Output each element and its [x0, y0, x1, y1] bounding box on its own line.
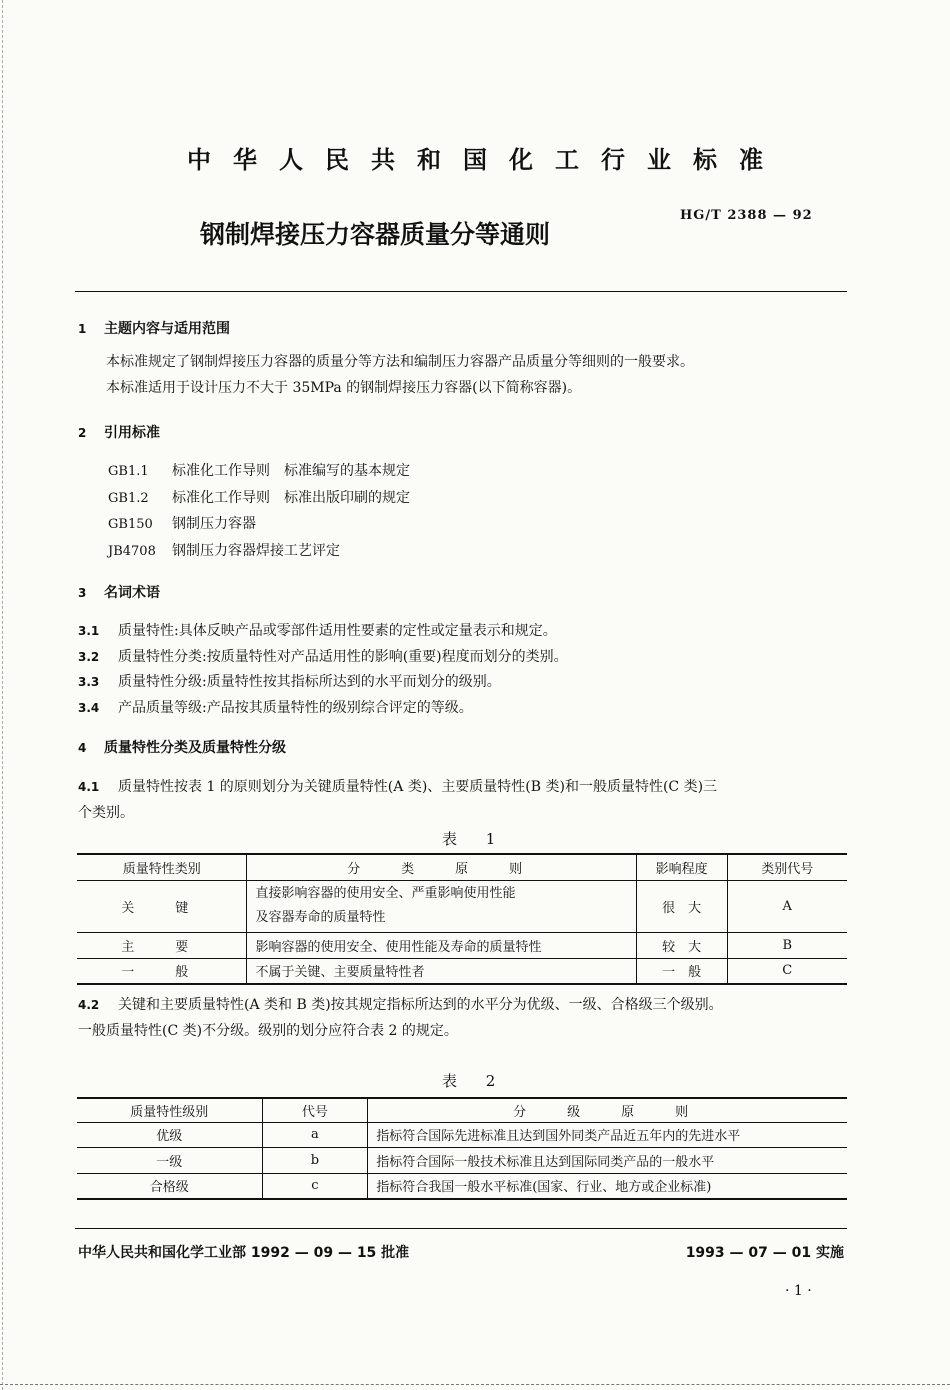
reference-code: JB4708 — [108, 544, 156, 559]
header-divider — [75, 291, 847, 292]
page-bottom-edge — [0, 1384, 950, 1385]
table-row — [77, 1122, 847, 1147]
table-row — [77, 880, 847, 932]
table-cell: 一级 — [77, 1147, 262, 1173]
table-2 — [77, 1097, 847, 1200]
clause-text: 质量特性:具体反映产品或零部件适用性要素的定性或定量表示和规定。 — [118, 623, 557, 639]
document-title: 钢制焊接压力容器质量分等通则 — [200, 220, 551, 249]
reference-code: GB150 — [108, 517, 153, 532]
clause-4-1-continued: 个类别。 — [78, 805, 134, 821]
table-cell: 影响容器的使用安全、使用性能及寿命的质量特性 — [247, 932, 636, 958]
table-header-cell: 影响程度 — [636, 854, 727, 880]
table-cell: 指标符合国际一般技术标准且达到国际同类产品的一般水平 — [368, 1147, 847, 1173]
table-cell: c — [262, 1173, 368, 1199]
section-title: 引用标准 — [104, 425, 160, 441]
reference-code: GB1.1 — [108, 464, 149, 479]
table-row — [77, 1173, 847, 1199]
clause-3-1 — [78, 620, 557, 640]
footer-divider — [75, 1228, 847, 1229]
approval-line: 中华人民共和国化学工业部 1992 — 09 — 15 批准 — [78, 1245, 410, 1261]
section-number: 4 — [78, 741, 87, 755]
table-cell: 一 般 — [636, 958, 727, 984]
section-1-heading — [78, 318, 230, 338]
table-header-cell: 分 级 原 则 — [368, 1098, 847, 1122]
clause-number: 3.2 — [78, 650, 100, 664]
table-cell: 不属于关键、主要质量特性者 — [247, 958, 636, 984]
table-cell: 指标符合我国一般水平标准(国家、行业、地方或企业标准) — [368, 1173, 847, 1199]
clause-number: 3.4 — [78, 701, 100, 715]
table-1-caption: 表 1 — [442, 830, 508, 848]
clause-4-1 — [78, 776, 717, 796]
reference-code: GB1.2 — [108, 491, 149, 506]
table-header-cell: 代号 — [262, 1098, 368, 1122]
table-1 — [77, 853, 847, 985]
paragraph: 本标准规定了钢制焊接压力容器的质量分等方法和编制压力容器产品质量分等细则的一般要求。 — [106, 354, 694, 370]
table-header-cell: 分 类 原 则 — [247, 854, 636, 880]
table-header-row — [77, 854, 847, 880]
table-cell: C — [727, 958, 847, 984]
table-cell: 主 要 — [77, 932, 247, 958]
reference-item — [108, 460, 410, 480]
clause-4-2-continued: 一般质量特性(C 类)不分级。级别的划分应符合表 2 的规定。 — [78, 1023, 458, 1039]
clause-number: 3.3 — [78, 675, 100, 689]
table-cell: 优级 — [77, 1122, 262, 1147]
table-cell: B — [727, 932, 847, 958]
section-title: 名词术语 — [104, 585, 160, 601]
clause-number: 4.2 — [78, 998, 100, 1012]
table-cell: 很 大 — [636, 880, 727, 932]
table-cell: 合格级 — [77, 1173, 262, 1199]
page-edge-marks — [2, 0, 3, 1390]
clause-3-4 — [78, 697, 473, 717]
table-cell: a — [262, 1122, 368, 1147]
section-number: 2 — [78, 426, 87, 440]
clause-number: 4.1 — [78, 780, 100, 794]
table-cell: b — [262, 1147, 368, 1173]
reference-item — [108, 513, 256, 533]
table-header-cell: 类别代号 — [727, 854, 847, 880]
cell-text-line: 及容器寿命的质量特性 — [255, 910, 386, 925]
table-cell — [247, 880, 636, 932]
table-header-row — [77, 1098, 847, 1122]
clause-4-2 — [78, 994, 723, 1014]
table-row — [77, 958, 847, 984]
section-title: 主题内容与适用范围 — [104, 321, 230, 337]
clause-text: 质量特性按表 1 的原则划分为关键质量特性(A 类)、主要质量特性(B 类)和一般质量特性(C 类)三 — [118, 779, 718, 795]
reference-item — [108, 487, 410, 507]
clause-text: 关键和主要质量特性(A 类和 B 类)按其规定指标所达到的水平分为优级、一级、合格级三个级别。 — [118, 997, 723, 1013]
table-cell: A — [727, 880, 847, 932]
section-number: 1 — [78, 322, 87, 336]
effective-date: 1993 — 07 — 01 实施 — [685, 1245, 844, 1261]
paragraph: 本标准适用于设计压力不大于 35MPa 的钢制焊接压力容器(以下简称容器)。 — [106, 380, 582, 396]
table-cell: 指标符合国际先进标准且达到国外同类产品近五年内的先进水平 — [368, 1122, 847, 1147]
table-2-caption: 表 2 — [442, 1072, 508, 1090]
section-title: 质量特性分类及质量特性分级 — [104, 740, 286, 756]
reference-title: 标准化工作导则 标准出版印刷的规定 — [172, 490, 410, 506]
reference-title: 标准化工作导则 标准编写的基本规定 — [172, 463, 410, 479]
table-cell: 一 般 — [77, 958, 247, 984]
table-row — [77, 1147, 847, 1173]
section-3-heading — [78, 582, 160, 602]
table-cell: 关 键 — [77, 880, 247, 932]
cell-text-line: 直接影响容器的使用安全、严重影响使用性能 — [255, 886, 516, 901]
reference-title: 钢制压力容器焊接工艺评定 — [172, 543, 340, 559]
clause-3-3 — [78, 671, 501, 691]
clause-number: 3.1 — [78, 624, 100, 638]
standard-code: HG/T 2388 — 92 — [680, 208, 813, 223]
table-cell: 较 大 — [636, 932, 727, 958]
clause-3-2 — [78, 646, 568, 666]
section-number: 3 — [78, 586, 87, 600]
table-header-cell: 质量特性级别 — [77, 1098, 262, 1122]
section-2-heading — [78, 422, 160, 442]
page-number: · 1 · — [785, 1283, 812, 1299]
table-row — [77, 932, 847, 958]
clause-text: 质量特性分类:按质量特性对产品适用性的影响(重要)程度而划分的类别。 — [118, 649, 568, 665]
reference-item — [108, 540, 340, 560]
table-header-cell: 质量特性类别 — [77, 854, 247, 880]
standard-category-title: 中华人民共和国化工行业标准 — [187, 146, 785, 174]
clause-text: 产品质量等级:产品按其质量特性的级别综合评定的等级。 — [118, 700, 473, 716]
clause-text: 质量特性分级:质量特性按其指标所达到的水平而划分的级别。 — [118, 674, 501, 690]
section-4-heading — [78, 737, 286, 757]
reference-title: 钢制压力容器 — [172, 516, 256, 532]
